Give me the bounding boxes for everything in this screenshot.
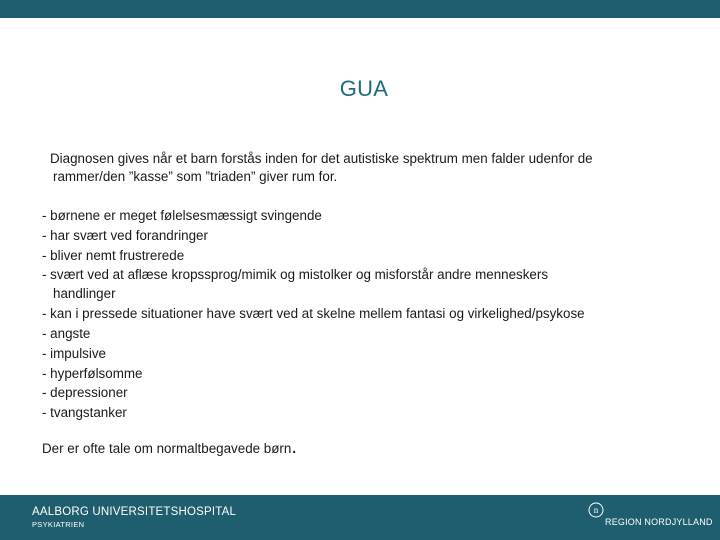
list-item: - impulsive — [42, 345, 106, 361]
intro-paragraph — [50, 150, 690, 186]
list-item: - hyperfølsomme — [42, 365, 143, 381]
list-item: - angste — [42, 325, 91, 341]
closing-dot: . — [291, 436, 297, 458]
list-item — [42, 265, 702, 302]
list-item: - børnene er meget følelsesmæssigt svingende — [42, 208, 322, 223]
list-item: - kan i pressede situationer have svært ved at skelne mellem fantasi og virkelighed/psykose — [42, 306, 585, 322]
closing-sentence — [42, 436, 297, 458]
region-logo-letter: n — [593, 505, 599, 515]
region-name: REGION NORDJYLLAND — [605, 517, 713, 527]
list-item-continuation: handlinger — [53, 286, 116, 302]
slide-title: GUA — [339, 76, 389, 101]
intro-line-1: Diagnosen gives når et barn forstås inden for det autistiske spektrum men falder udenfor de — [50, 151, 593, 166]
list-item: - tvangstanker — [42, 405, 127, 421]
list-item: - depressioner — [42, 385, 128, 401]
footer-bar — [0, 495, 720, 540]
region-logo-icon — [588, 502, 604, 518]
department-name: PSYKIATRIEN — [32, 520, 85, 529]
symptom-list — [42, 206, 702, 423]
list-item-text: - svært ved at aflæse kropssprog/mimik og mistolker og misforstår andre menneskers — [42, 267, 549, 283]
intro-line-2: rammer/den ”kasse” som ”triaden” giver rum for. — [53, 169, 338, 184]
top-bar — [0, 0, 720, 18]
list-item: - har svært ved forandringer — [42, 227, 208, 243]
hospital-name: AALBORG UNIVERSITETSHOSPITAL — [32, 506, 237, 518]
closing-text: Der er ofte tale om normaltbegavede børn — [42, 441, 292, 456]
list-item: - bliver nemt frustrerede — [42, 247, 185, 263]
